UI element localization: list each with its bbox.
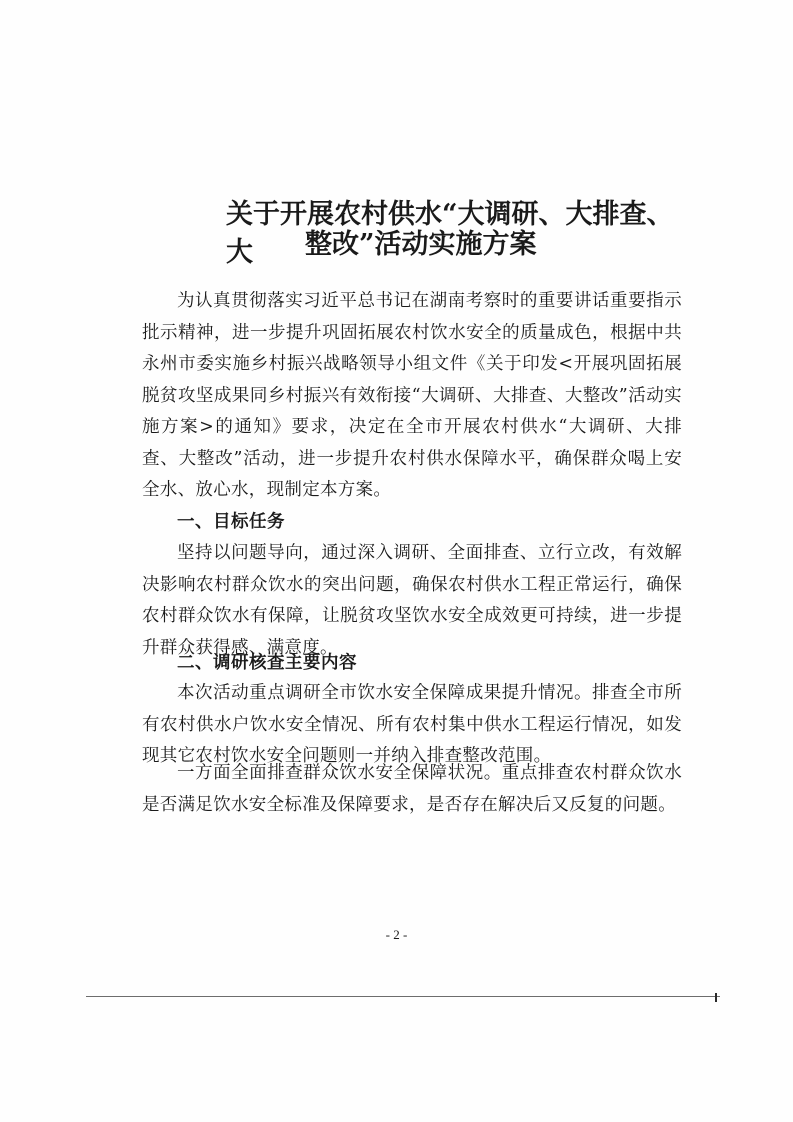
section-heading-survey-content: 二、调研核查主要内容 bbox=[177, 653, 357, 673]
footer-divider bbox=[86, 996, 720, 997]
document-title-line-1: 关于开展农村供水“大调研、大排查、大 bbox=[226, 199, 674, 268]
document-title-line-2: 整改”活动实施方案 bbox=[305, 229, 537, 260]
footer-divider-tick bbox=[715, 993, 717, 1002]
section-survey-paragraph-1: 本次活动重点调研全市饮水安全保障成果提升情况。排查全市所有农村供水户饮水安全情况、所有农村集中供水工程运行情况，如发现其它农村饮水安全问题则一并纳入排查整改范围。 bbox=[142, 683, 682, 766]
section-survey-paragraph-2: 一方面全面排查群众饮水安全保障状况。重点排查农村群众饮水是否满足饮水安全标准及保障要求，是否存在解决后又反复的问题。 bbox=[142, 763, 682, 815]
page-number: - 2 - bbox=[385, 927, 408, 942]
intro-paragraph: 为认真贯彻落实习近平总书记在湖南考察时的重要讲话重要指示批示精神，进一步提升巩固拓展农村饮水安全的质量成色，根据中共永州市委实施乡村振兴战略领导小组文件《关于印发<开展巩固拓展脱贫攻坚成果同乡村振兴有效衔接“大调研、大排查、大整改”活动实施方案>的通知》要求，决定在全市开展农村供水“大调研、大排查、大整改”活动，进一步提升农村供水保障水平，确保群众喝上安全水、放心水，现制定本方案。 bbox=[142, 291, 682, 500]
section-goals-paragraph: 坚持以问题导向，通过深入调研、全面排查、立行立改，有效解决影响农村群众饮水的突出问题，确保农村供水工程正常运行，确保农村群众饮水有保障，让脱贫攻坚饮水安全成效更可持续，进一步提升群众获得感、满意度。 bbox=[142, 543, 682, 658]
section-heading-goals: 一、目标任务 bbox=[177, 512, 285, 532]
